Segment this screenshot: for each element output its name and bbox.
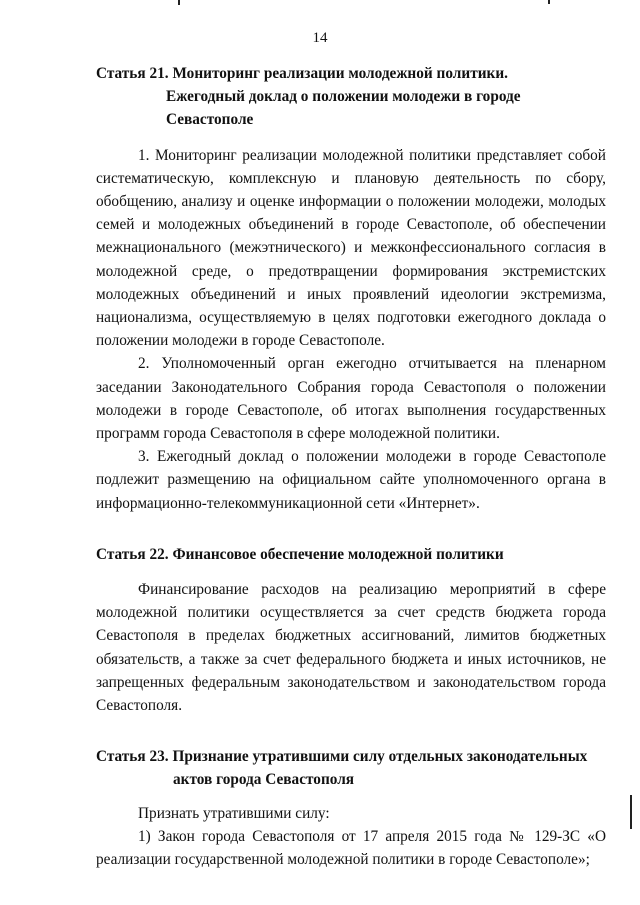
article-paragraph: 1) Закон города Севастополя от 17 апреля 2015 года № 129-ЗС «О реализации государственной молодежной политики в городе Севастополе»; <box>96 827 606 869</box>
document-body <box>96 62 606 871</box>
article-paragraph: 2. Уполномоченный орган ежегодно отчитывается на пленарном заседании Законодательного Собрания города Севастополя о положении молодежи в городе Севастополе, об итогах выполнения государственных программ города Севастополя в сфере молодежной политики. <box>96 355 606 443</box>
article-paragraph: Признать утратившими силу: <box>138 804 330 822</box>
article-paragraph: 3. Ежегодный доклад о положении молодежи в городе Севастополе подлежит размещению на официальном сайте уполномоченного органа в информационно-телекоммуникационной сети «Интернет». <box>96 448 606 512</box>
article-paragraph: Финансирование расходов на реализацию мероприятий в сфере молодежной политики осуществляется за счет средств бюджета города Севастополя в пределах бюджетных ассигнований, лимитов бюджетных обязательств, а также за счет федерального бюджета и иных источников, не запрещенных федеральным законодательством и законодательством города Севастополя. <box>96 581 606 715</box>
scan-mark <box>630 795 632 829</box>
article-title-line: Ежегодный доклад о положении молодежи в городе Севастополе <box>166 88 521 129</box>
scan-mark <box>178 0 180 5</box>
article-title-line: Статья 22. Финансовое обеспечение молодежной политики <box>96 545 504 563</box>
article-21-title <box>96 62 606 132</box>
page-number: 14 <box>312 30 328 46</box>
article-22-title <box>96 543 606 566</box>
article-title-line: актов города Севастополя <box>173 771 355 789</box>
article-paragraph: 1. Мониторинг реализации молодежной политики представляет собой систематическую, комплексную и плановую деятельность по сбору, обобщению, анализу и оценке информации о положении молодежи, молодых семей и молодежных объединений в городе Севастополе, об обеспечении межнационального (межэтнического) и межконфессионального согласия в молодежной среде, о предотвращении формирования экстремистских молодежных объединений и иных проявлений идеологии экстремизма, национализма, осуществляемую в целях подготовки ежегодного доклада о положении молодежи в городе Севастополе. <box>96 146 606 350</box>
scan-mark <box>548 0 550 4</box>
article-title-line: Статья 21. Мониторинг реализации молодежной политики. <box>96 65 508 82</box>
article-title-line: Статья 23. Признание утратившими силу отдельных законодательных <box>96 748 588 766</box>
article-23-title <box>96 745 606 791</box>
